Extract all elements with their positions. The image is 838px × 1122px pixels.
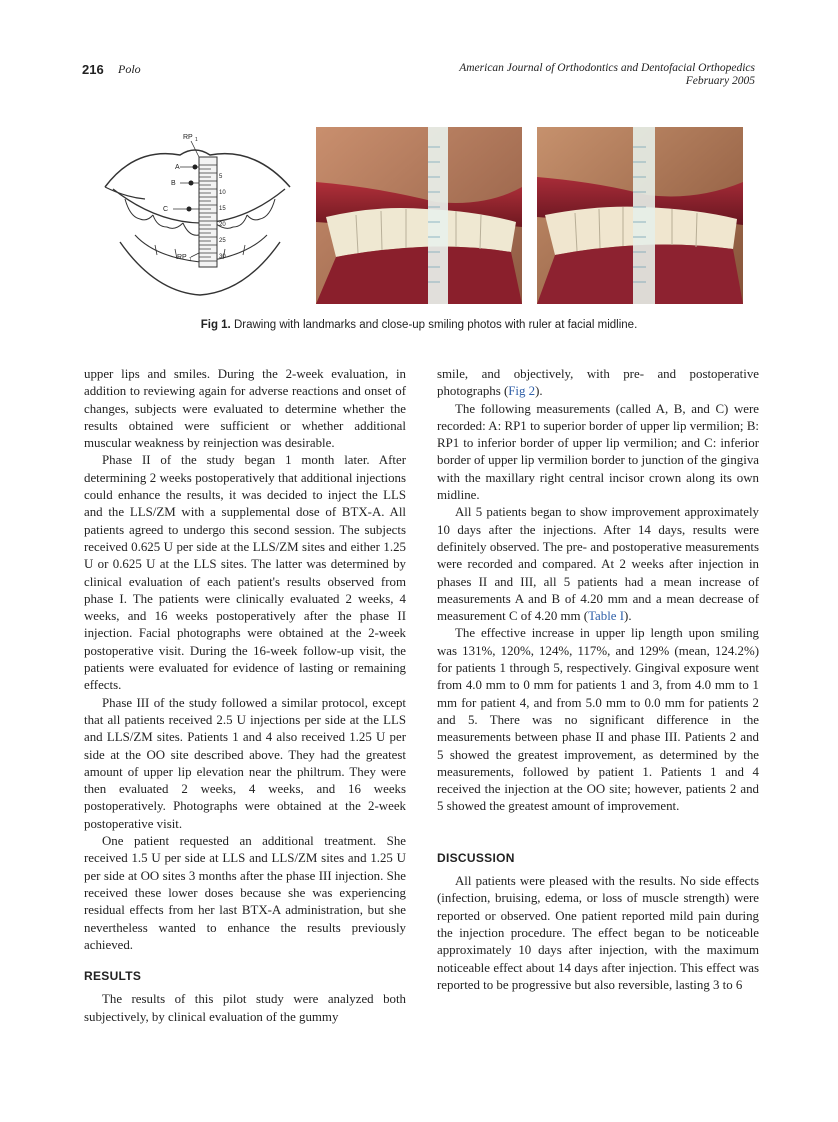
section-heading-discussion: DISCUSSION xyxy=(437,850,515,865)
ruler-tick-label: 20 xyxy=(219,222,226,228)
label-rp1-top: RP xyxy=(183,134,193,141)
text-span: ). xyxy=(624,609,632,624)
label-a: A xyxy=(175,164,180,171)
ruler-tick-label: 25 xyxy=(219,238,226,244)
paragraph: The results of this pilot study were analyzed both subjectively, by clinical evaluation of the gummy xyxy=(84,992,406,1024)
smile-photo-1 xyxy=(316,127,522,304)
running-header xyxy=(82,62,755,94)
figure-caption-text: Drawing with landmarks and close-up smiling photos with ruler at facial midline. xyxy=(230,319,638,331)
figure-caption xyxy=(0,319,838,331)
ruler-tick-label: 5 xyxy=(219,174,223,180)
journal-title xyxy=(459,62,755,88)
page-number: 216 xyxy=(82,62,104,77)
landmark-drawing xyxy=(95,127,306,304)
section-heading-results: RESULTS xyxy=(84,969,142,984)
journal-name: American Journal of Orthodontics and Dentofacial Orthopedics xyxy=(459,62,755,74)
ruler-tick-label: 10 xyxy=(219,190,226,196)
journal-date: February 2005 xyxy=(685,75,755,87)
ruler-tick-label: 15 xyxy=(219,206,226,212)
text-span: smile, and objectively, with pre- and postoperative photographs ( xyxy=(437,367,759,399)
ruler-tick-label: 30 xyxy=(219,254,226,260)
paragraph: Phase III of the study followed a similar protocol, except that all patients received 2.5 U injections per side at the LLS and LLS/ZM sites. Patients 1 and 4 also received 1.25 U per side at the OO site described above. They had the greatest amount of upper lip elevation near the philtrum. They were then evaluated 2 weeks, 4 weeks, and 16 weeks postoperatively. Photographs were obtained at the 2-week postoperative visit. xyxy=(84,695,406,831)
paragraph xyxy=(437,504,759,625)
figure-1 xyxy=(95,127,743,304)
label-rp1-top-sub: 1 xyxy=(195,137,198,143)
text-span: ). xyxy=(535,384,543,399)
running-author: Polo xyxy=(118,62,141,76)
paragraph: upper lips and smiles. During the 2-week evaluation, in addition to reviewing again for adverse reactions and onset of changes, subjects were evaluated to determine whether the results obtained were sufficient or whether additional muscular weakness by reinjection was desirable. xyxy=(84,367,406,451)
figure-caption-label: Fig 1. xyxy=(200,319,231,331)
paragraph: The following measurements (called A, B, and C) were recorded: A: RP1 to superior border of upper lip vermilion; B: RP1 to inferior border of upper lip vermilion; and C: inferior border of upper lip vermilion border to junction of the gingiva with the maxillary right central incisor crown along its own midline. xyxy=(437,401,759,503)
text-span: All 5 patients began to show improvement approximately 10 days after the injections. After 14 days, results were definitely observed. The pre- and postoperative measurements were recorded and compared. At 2 weeks after injection in phases II and III, all 5 patients had a mean increase of measurements A and B of 4.20 mm and a mean decrease of measurement C of 4.20 mm ( xyxy=(437,505,759,624)
right-column xyxy=(437,366,759,994)
label-b: B xyxy=(171,180,176,187)
smile-photo-2 xyxy=(537,127,743,304)
paragraph: All patients were pleased with the results. No side effects (infection, bruising, edema, or loss of muscle strength) were reported or observed. One patient reported mild pain during the injection procedure. The effect began to be noticeable approximately 10 days after injection, with the maximum noticeable effect about 14 days after injection. This effect was reported to be progressive but also reversible, lasting 3 to 6 xyxy=(437,874,759,992)
paragraph: One patient requested an additional treatment. She received 1.5 U per side at LLS and LLS/ZM sites and 1.25 U per side at OO sites 3 months after the phase III injection. She received these lower doses because she was experiencing residual effects from her last BTX-A administration, but she nevertheless wanted to enhance the results previously achieved. xyxy=(84,834,406,952)
left-column xyxy=(84,366,406,1026)
table-1-link[interactable]: Table I xyxy=(588,609,625,624)
landmark-drawing-svg xyxy=(95,127,306,304)
label-rp1-bottom-sub: 1 xyxy=(189,257,192,263)
paragraph: The effective increase in upper lip length upon smiling was 131%, 120%, 124%, 117%, and 129% (mean, 124.2%) for patients 1 through 5, respectively. Gingival exposure went from 4.0 mm to 0 mm for patients 1 and 3, from 4.0 mm to 1 mm for patient 4, and from 5.0 mm to 0.0 mm for patients 2 and 5. There was no significant difference in the measurements between phase II and phase III. Patients 2 and 5 showed the greatest improvement, as determined by the measurements, followed by patient 1. Patients 1 and 4 received the injection at the OO site; however, patients 2 and 5 showed the greatest amount of improvement. xyxy=(437,626,759,814)
figure-2-link[interactable]: Fig 2 xyxy=(508,384,536,399)
paragraph xyxy=(437,366,759,401)
label-rp1-bottom: RP xyxy=(177,254,187,261)
label-c: C xyxy=(163,206,169,213)
paragraph: Phase II of the study began 1 month later. After determining 2 weeks postoperatively that additional injections could enhance the results, it was decided to inject the LLS and the LLS/ZM with a supplemental dose of BTX-A. All patients agreed to undergo this second session. The subjects received 0.625 U per side at the LLS/ZM sites and either 1.25 U or 0.625 U at the LLS sites. The latter was determined by clinical evaluation of each patient's results observed from phase I. The patients were clinically evaluated 2 weeks, 4 weeks, and 16 weeks postoperatively after the phase II injection. Facial photographs were obtained at the 2-week postoperative visit. During the 16-week follow-up visit, the patients were evaluated for evidence of lasting or remaining effects. xyxy=(84,453,406,693)
